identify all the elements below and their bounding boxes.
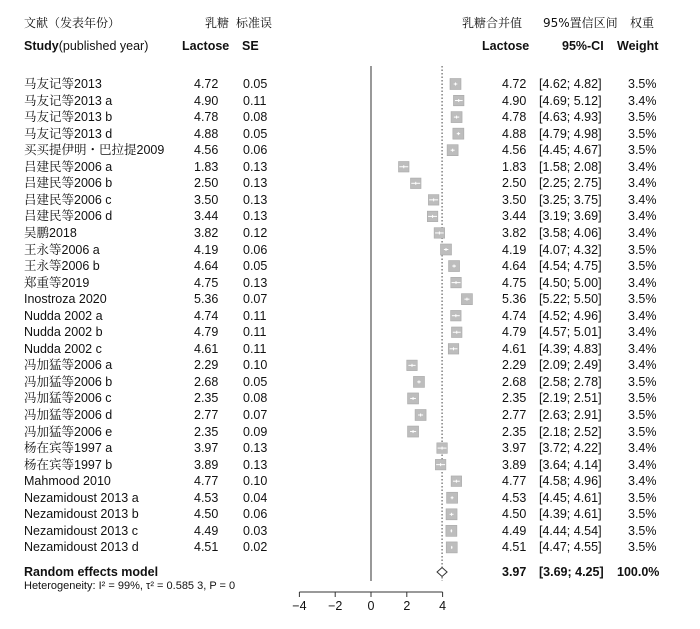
study-weight: 3.4%: [628, 192, 657, 207]
study-estimate: 2.68: [502, 374, 527, 389]
study-weight: 3.5%: [628, 292, 657, 307]
study-se: 0.02: [243, 540, 268, 555]
x-tick-label: −4: [292, 599, 307, 613]
study-estimate: 4.61: [502, 341, 527, 356]
study-estimate: 4.90: [502, 93, 527, 108]
study-name: 吕建民等2006 d: [24, 209, 113, 224]
study-name: 冯加猛等2006 c: [24, 391, 112, 406]
study-mean: 4.50: [194, 507, 219, 522]
study-name: 冯加猛等2006 b: [24, 374, 113, 389]
study-se: 0.13: [243, 192, 268, 207]
study-name: 马友记等2013 a: [24, 93, 113, 108]
study-estimate: 4.56: [502, 143, 527, 158]
study-name: 吕建民等2006 b: [24, 176, 113, 191]
study-mean: 3.50: [194, 192, 219, 207]
study-estimate: 4.75: [502, 275, 527, 290]
study-ci: [4.63; 4.93]: [539, 110, 602, 125]
study-ci: [2.09; 2.49]: [539, 358, 602, 373]
study-mean: 4.19: [194, 242, 219, 257]
study-mean: 3.82: [194, 225, 219, 240]
study-weight: 3.4%: [628, 93, 657, 108]
study-weight: 3.4%: [628, 308, 657, 323]
study-mean: 3.44: [194, 209, 219, 224]
study-name: Nudda 2002 b: [24, 325, 103, 340]
summary-estimate: 3.97: [502, 565, 527, 579]
study-mean: 4.78: [194, 110, 219, 125]
study-name: 吕建民等2006 c: [24, 192, 112, 207]
study-weight: 3.4%: [628, 474, 657, 489]
study-mean: 4.51: [194, 540, 219, 555]
study-ci: [3.19; 3.69]: [539, 209, 602, 224]
study-ci: [2.19; 2.51]: [539, 391, 602, 406]
study-weight: 3.5%: [628, 126, 657, 141]
study-name: 马友记等2013 b: [24, 110, 113, 125]
study-ci: [2.63; 2.91]: [539, 408, 602, 422]
study-se: 0.08: [243, 391, 268, 406]
study-weight: 3.5%: [628, 490, 657, 505]
header-pooled-cn: 乳糖合并值: [462, 16, 523, 30]
study-ci: [3.58; 4.06]: [539, 225, 602, 240]
study-mean: 2.35: [194, 391, 219, 406]
study-estimate: 1.83: [502, 159, 527, 174]
study-mean: 2.29: [194, 358, 219, 373]
study-ci: [2.18; 2.52]: [539, 424, 602, 439]
study-se: 0.05: [243, 77, 268, 91]
header-se-cn: 标准误: [236, 16, 273, 30]
x-tick-label: 2: [403, 599, 411, 613]
study-mean: 5.36: [194, 292, 219, 307]
study-name: Nudda 2002 a: [24, 308, 103, 323]
study-estimate: 4.79: [502, 325, 527, 340]
study-estimate: 4.19: [502, 242, 527, 257]
study-se: 0.13: [243, 176, 268, 191]
study-mean: 4.72: [194, 77, 219, 91]
study-name: 王永等2006 b: [24, 259, 100, 274]
study-ci: [4.39; 4.61]: [539, 507, 602, 522]
study-mean: 1.83: [194, 159, 219, 174]
study-name: 冯加猛等2006 d: [24, 408, 113, 422]
study-estimate: 2.29: [502, 358, 527, 373]
study-name: Nezamidoust 2013 c: [24, 523, 138, 538]
study-weight: 3.4%: [628, 358, 657, 373]
study-weight: 3.5%: [628, 110, 657, 125]
header-study-cn: 文献（发表年份）: [24, 16, 121, 30]
study-mean: 4.75: [194, 275, 219, 290]
study-se: 0.04: [243, 490, 268, 505]
study-name: 冯加猛等2006 a: [24, 358, 113, 373]
study-ci: [4.47; 4.55]: [539, 540, 602, 555]
summary-label: Random effects model: [24, 565, 159, 579]
study-estimate: 2.35: [502, 424, 527, 439]
study-estimate: 4.49: [502, 523, 527, 538]
study-estimate: 4.50: [502, 507, 527, 522]
study-se: 0.07: [243, 292, 268, 307]
study-ci: [4.45; 4.61]: [539, 490, 602, 505]
study-se: 0.08: [243, 110, 268, 125]
study-weight: 3.5%: [628, 391, 657, 406]
study-weight: 3.4%: [628, 225, 657, 240]
study-weight: 3.5%: [628, 424, 657, 439]
study-mean: 4.49: [194, 523, 219, 538]
study-mean: 3.89: [194, 457, 219, 472]
study-estimate: 2.77: [502, 408, 527, 422]
study-estimate: 4.77: [502, 474, 527, 489]
study-se: 0.13: [243, 441, 268, 456]
study-mean: 4.56: [194, 143, 219, 158]
study-weight: 3.5%: [628, 540, 657, 555]
study-weight: 3.4%: [628, 275, 657, 290]
study-ci: [4.58; 4.96]: [539, 474, 602, 489]
study-name: 吴鹏2018: [24, 225, 77, 240]
study-name: Nezamidoust 2013 a: [24, 490, 139, 505]
study-estimate: 3.50: [502, 192, 527, 207]
study-weight: 3.4%: [628, 176, 657, 191]
study-estimate: 4.64: [502, 259, 527, 274]
study-ci: [4.62; 4.82]: [539, 77, 602, 91]
study-se: 0.11: [243, 341, 267, 356]
study-weight: 3.5%: [628, 507, 657, 522]
study-ci: [2.58; 2.78]: [539, 374, 602, 389]
study-ci: [3.64; 4.14]: [539, 457, 602, 472]
study-se: 0.10: [243, 358, 268, 373]
header-se-en: SE: [242, 39, 259, 53]
study-estimate: 4.88: [502, 126, 527, 141]
study-name: Mahmood 2010: [24, 474, 111, 489]
study-ci: [4.69; 5.12]: [539, 93, 602, 108]
study-weight: 3.4%: [628, 441, 657, 456]
study-weight: 3.4%: [628, 325, 657, 340]
summary-weight: 100.0%: [617, 565, 660, 579]
study-se: 0.07: [243, 408, 268, 422]
study-estimate: 3.89: [502, 457, 527, 472]
study-name: 买买提伊明・巴拉提2009: [24, 143, 165, 158]
study-estimate: 4.53: [502, 490, 527, 505]
study-se: 0.13: [243, 159, 268, 174]
study-ci: [3.25; 3.75]: [539, 192, 602, 207]
study-weight: 3.5%: [628, 259, 657, 274]
study-estimate: 4.72: [502, 77, 527, 91]
study-mean: 2.68: [194, 374, 219, 389]
study-name: 马友记等2013 d: [24, 126, 113, 141]
study-name: Nezamidoust 2013 d: [24, 540, 139, 555]
study-ci: [5.22; 5.50]: [539, 292, 602, 307]
study-estimate: 5.36: [502, 292, 527, 307]
header-study-label: Study: [24, 39, 59, 53]
study-ci: [4.50; 5.00]: [539, 275, 602, 290]
study-se: 0.10: [243, 474, 268, 489]
study-mean: 4.88: [194, 126, 219, 141]
study-name: 吕建民等2006 a: [24, 159, 113, 174]
study-mean: 4.64: [194, 259, 219, 274]
study-mean: 4.53: [194, 490, 219, 505]
study-se: 0.11: [243, 93, 267, 108]
study-estimate: 2.50: [502, 176, 527, 191]
study-ci: [4.52; 4.96]: [539, 308, 602, 323]
study-estimate: 2.35: [502, 391, 527, 406]
study-weight: 3.5%: [628, 242, 657, 257]
study-weight: 3.5%: [628, 374, 657, 389]
study-estimate: 3.82: [502, 225, 527, 240]
study-weight: 3.5%: [628, 408, 657, 422]
summary-ci: [3.69; 4.25]: [539, 565, 604, 579]
study-ci: [3.72; 4.22]: [539, 441, 602, 456]
study-se: 0.13: [243, 275, 268, 290]
study-name: 王永等2006 a: [24, 242, 100, 257]
study-weight: 3.4%: [628, 209, 657, 224]
study-se: 0.06: [243, 507, 268, 522]
heterogeneity-text: Heterogeneity: I² = 99%, τ² = 0.585 3, P = 0: [24, 580, 236, 592]
study-ci: [1.58; 2.08]: [539, 159, 602, 174]
study-se: 0.13: [243, 209, 268, 224]
study-se: 0.05: [243, 374, 268, 389]
header-weight-cn: 权重: [630, 16, 655, 30]
study-weight: 3.4%: [628, 341, 657, 356]
header-ci-en: 95%-CI: [562, 39, 604, 53]
x-tick-label: 0: [367, 599, 375, 613]
study-ci: [4.79; 4.98]: [539, 126, 602, 141]
study-se: 0.05: [243, 126, 268, 141]
study-name: 冯加猛等2006 e: [24, 424, 113, 439]
study-mean: 4.79: [194, 325, 219, 340]
study-estimate: 4.51: [502, 540, 527, 555]
study-name: 马友记等2013: [24, 77, 102, 91]
x-tick-label: −2: [328, 599, 343, 613]
study-se: 0.09: [243, 424, 268, 439]
study-estimate: 3.97: [502, 441, 527, 456]
study-se: 0.13: [243, 457, 268, 472]
header-ci-cn: 95%置信区间: [543, 16, 618, 30]
study-estimate: 3.44: [502, 209, 527, 224]
header-study-paren: (published year): [58, 39, 149, 53]
study-name: 杨在宾等1997 a: [24, 441, 113, 456]
study-mean: 2.35: [194, 424, 219, 439]
study-mean: 4.90: [194, 93, 219, 108]
study-name: Nudda 2002 c: [24, 341, 102, 356]
study-ci: [4.39; 4.83]: [539, 341, 602, 356]
study-ci: [4.45; 4.67]: [539, 143, 602, 158]
study-se: 0.06: [243, 143, 268, 158]
pooled-diamond: [437, 568, 447, 577]
study-se: 0.12: [243, 225, 268, 240]
study-mean: 3.97: [194, 441, 219, 456]
study-mean: 2.50: [194, 176, 219, 191]
study-mean: 4.61: [194, 341, 219, 356]
study-name: 郑重等2019: [24, 275, 90, 290]
study-estimate: 4.74: [502, 308, 527, 323]
study-name: Inostroza 2020: [24, 292, 107, 307]
study-mean: 4.74: [194, 308, 219, 323]
study-estimate: 4.78: [502, 110, 527, 125]
study-mean: 2.77: [194, 408, 219, 422]
study-name: 杨在宾等1997 b: [24, 457, 113, 472]
study-ci: [4.07; 4.32]: [539, 242, 602, 257]
study-mean: 4.77: [194, 474, 219, 489]
study-name: Nezamidoust 2013 b: [24, 507, 139, 522]
study-se: 0.11: [243, 308, 267, 323]
x-tick-label: 4: [439, 599, 447, 613]
study-weight: 3.5%: [628, 523, 657, 538]
study-se: 0.06: [243, 242, 268, 257]
study-ci: [4.54; 4.75]: [539, 259, 602, 274]
study-weight: 3.5%: [628, 77, 657, 91]
header-weight-en: Weight: [617, 39, 659, 53]
study-ci: [2.25; 2.75]: [539, 176, 602, 191]
header-lactose-en-right: Lactose: [482, 39, 530, 53]
study-se: 0.11: [243, 325, 267, 340]
study-se: 0.05: [243, 259, 268, 274]
study-ci: [4.44; 4.54]: [539, 523, 602, 538]
study-weight: 3.4%: [628, 159, 657, 174]
study-se: 0.03: [243, 523, 268, 538]
header-lactose-en: Lactose: [182, 39, 230, 53]
study-weight: 3.5%: [628, 143, 657, 158]
study-weight: 3.4%: [628, 457, 657, 472]
study-ci: [4.57; 5.01]: [539, 325, 602, 340]
header-lactose-cn: 乳糖: [205, 16, 230, 30]
